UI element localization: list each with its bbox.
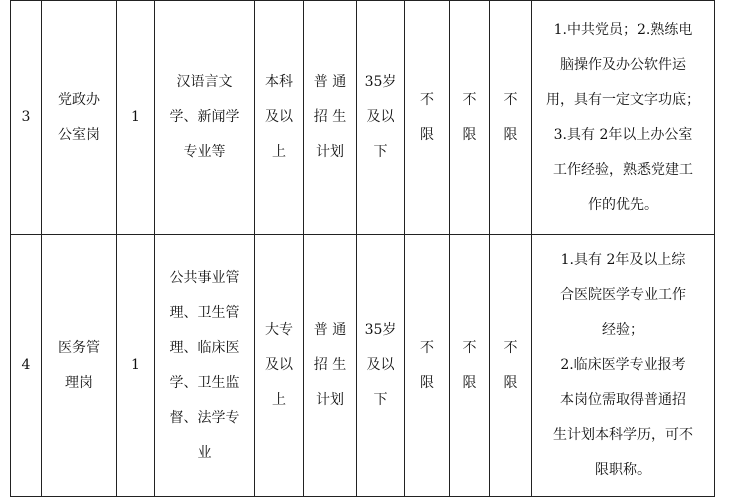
education-requirement: [255, 1, 304, 235]
cell-line: 不: [420, 339, 434, 356]
cell-line: 限: [420, 126, 434, 143]
cell-line: 合医院医学专业工作: [560, 287, 686, 303]
cell-line: 普 通: [313, 322, 347, 338]
cell-line: 生计划本科学历，可不: [553, 427, 693, 443]
cell-line: 理岗: [65, 374, 93, 391]
cell-line: 学、新闻学: [169, 109, 240, 125]
other-requirements: [532, 1, 715, 235]
cell-line: 党政办: [58, 91, 100, 108]
cell-line: 及以: [265, 357, 293, 373]
cell-line: 不: [462, 339, 477, 356]
unlimited-cell-a: [405, 1, 450, 235]
cell-line: 大专: [265, 322, 293, 338]
cell-line: 医务管: [58, 339, 100, 356]
cell-line: 2.临床医学专业报考: [560, 357, 686, 373]
cell-line: 1.具有 2年及以上综: [560, 252, 686, 268]
cell-line: 及以: [366, 109, 395, 125]
age-requirement: [357, 235, 405, 497]
table-row: [11, 1, 715, 235]
cell-line: 及以: [366, 357, 395, 373]
cell-line: 计划: [316, 392, 344, 408]
cell-line: 限: [503, 126, 518, 143]
cell-line: 脑操作及办公软件运: [560, 56, 686, 73]
row-index: 4: [11, 235, 42, 497]
cell-line: 计划: [316, 144, 344, 160]
position-name: [42, 1, 117, 235]
unlimited-cell-c: [490, 1, 532, 235]
cell-line: 限: [462, 374, 477, 391]
cell-line: 业: [197, 444, 212, 461]
cell-line: 汉语言文: [176, 74, 233, 90]
unlimited-cell-b: [450, 1, 490, 235]
hire-count: 1: [117, 1, 155, 235]
cell-line: 专业等: [183, 144, 226, 160]
cell-line: 限: [420, 374, 434, 391]
admission-plan: [304, 235, 357, 497]
cell-line: 3.具有 2年以上办公室: [553, 126, 693, 143]
cell-line: 理、卫生管: [169, 304, 240, 321]
unlimited-cell-b: [450, 235, 490, 497]
cell-line: 35岁: [364, 74, 397, 90]
major-requirement: [155, 235, 255, 497]
unlimited-cell-a: [405, 235, 450, 497]
job-table: [10, 0, 715, 497]
admission-plan: [304, 1, 357, 235]
cell-line: 学、卫生监: [169, 374, 240, 391]
cell-line: 不: [420, 91, 434, 108]
cell-line: 限: [503, 374, 518, 391]
cell-line: 1.中共党员；2.熟练电: [553, 21, 693, 38]
cell-line: 35岁: [364, 322, 397, 338]
cell-line: 上: [272, 392, 286, 408]
cell-line: 理、临床医: [169, 339, 240, 356]
row-index: 3: [11, 1, 42, 235]
cell-line: 督、法学专: [169, 409, 240, 426]
hire-count: 1: [117, 235, 155, 497]
cell-line: 普 通: [313, 74, 347, 90]
table-row: [11, 235, 715, 497]
cell-line: 作的优先。: [588, 196, 658, 213]
cell-line: 公共事业管: [169, 269, 240, 286]
cell-line: 本科: [265, 74, 293, 90]
cell-line: 工作经验，熟悉党建工: [553, 161, 693, 178]
cell-line: 用，具有一定文字功底；: [546, 91, 700, 108]
other-requirements: [532, 235, 715, 497]
cell-line: 限: [462, 126, 477, 143]
cell-line: 招 生: [313, 357, 347, 373]
cell-line: 限职称。: [595, 462, 651, 478]
major-requirement: [155, 1, 255, 235]
cell-line: 上: [272, 144, 286, 160]
cell-line: 本岗位需取得普通招: [560, 392, 686, 408]
cell-line: 不: [503, 339, 518, 356]
position-name: [42, 235, 117, 497]
age-requirement: [357, 1, 405, 235]
cell-line: 及以: [265, 109, 293, 125]
cell-line: 下: [373, 144, 388, 160]
cell-line: 不: [462, 91, 477, 108]
cell-line: 下: [373, 392, 388, 408]
unlimited-cell-c: [490, 235, 532, 497]
education-requirement: [255, 235, 304, 497]
cell-line: 公室岗: [58, 126, 100, 143]
cell-line: 招 生: [313, 109, 347, 125]
cell-line: 经验；: [602, 322, 644, 338]
cell-line: 不: [503, 91, 518, 108]
